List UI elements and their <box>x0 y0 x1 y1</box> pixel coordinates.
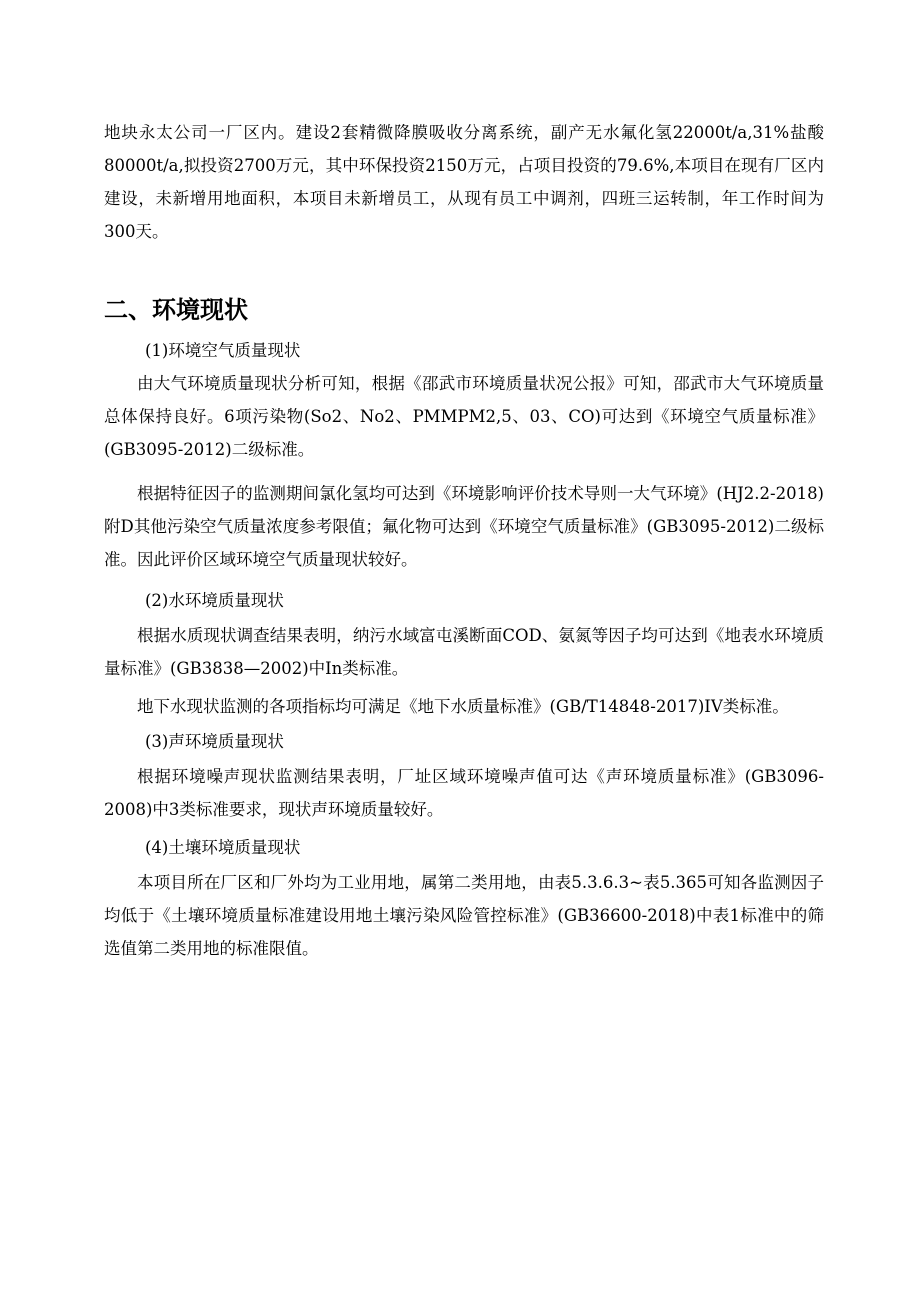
soil-quality-title: (4)土壤环境质量现状 <box>145 838 301 857</box>
water-quality-paragraph-1: 根据水质现状调查结果表明，纳污水域富屯溪断面COD、氨氮等因子均可达到《地表水环境质量标准》(GB3838—2002)中In类标准。 <box>104 626 824 678</box>
water-quality-paragraph-2: 地下水现状监测的各项指标均可满足《地下水质量标准》(GB/T14848-2017)IV类标准。 <box>137 697 789 716</box>
noise-quality-paragraph-1: 根据环境噪声现状监测结果表明，厂址区域环境噪声值可达《声环境质量标准》(GB3096-2008)中3类标准要求，现状声环境质量较好。 <box>104 767 824 819</box>
soil-quality-paragraph-1: 本项目所在厂区和厂外均为工业用地，属第二类用地，由表5.3.6.3~表5.365可知各监测因子均低于《土壤环境质量标准建设用地土壤污染风险管控标准》(GB36600-2018)中表1标准中的筛选值第二类用地的标准限值。 <box>104 873 824 958</box>
noise-quality-title: (3)声环境质量现状 <box>145 732 284 751</box>
air-quality-paragraph-2: 根据特征因子的监测期间氯化氢均可达到《环境影响评价技术导则一大气环境》(HJ2.2-2018)附D其他污染空气质量浓度参考限值；氟化物可达到《环境空气质量标准》(GB3095-2012)二级标准。因此评价区域环境空气质量现状较好。 <box>104 484 824 569</box>
section-title: 二、环境现状 <box>104 295 248 324</box>
air-quality-paragraph-1: 由大气环境质量现状分析可知，根据《邵武市环境质量状况公报》可知，邵武市大气环境质量总体保持良好。6项污染物(So2、No2、PMMPM2,5、03、CO)可达到《环境空气质量标准》(GB3095-2012)二级标准。 <box>104 374 824 459</box>
water-quality-title: (2)水环境质量现状 <box>145 591 284 610</box>
air-quality-title: (1)环境空气质量现状 <box>145 341 301 360</box>
intro-paragraph: 地块永太公司一厂区内。建设2套精微降膜吸收分离系统，副产无水氟化氢22000t/a,31%盐酸80000t/a,拟投资2700万元，其中环保投资2150万元，占项目投资的79.6%,本项目在现有厂区内建设，未新增用地面积，本项目未新增员工，从现有员工中调剂，四班三运转制，年工作时间为300天。 <box>104 123 824 241</box>
